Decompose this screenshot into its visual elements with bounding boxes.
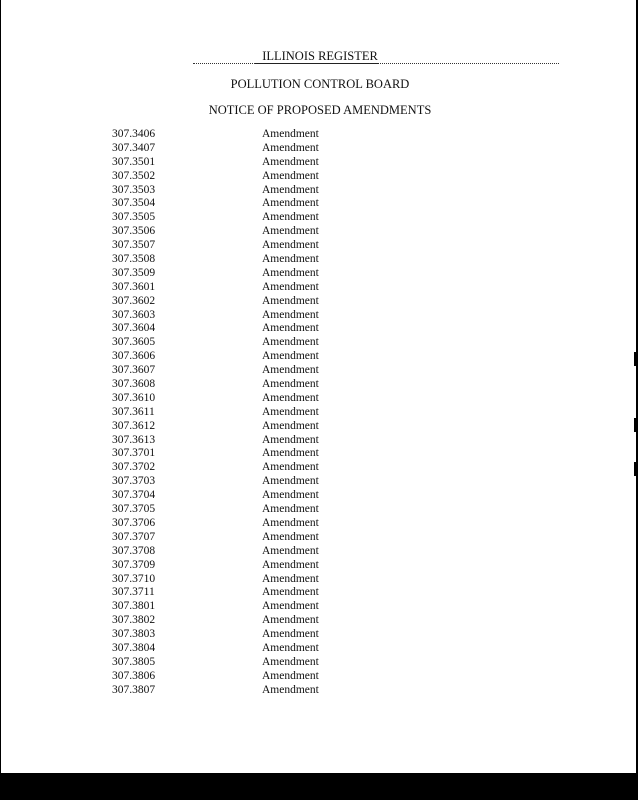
- section-row: [112, 586, 412, 600]
- proposed-action: Amendment: [262, 239, 319, 252]
- section-row: [112, 545, 412, 559]
- section-row: [112, 197, 412, 211]
- section-row: [112, 170, 412, 184]
- section-row: [112, 656, 412, 670]
- section-row: [112, 322, 412, 336]
- section-row: [112, 600, 412, 614]
- proposed-action: Amendment: [262, 280, 319, 293]
- section-row: [112, 281, 412, 295]
- section-row: [112, 461, 412, 475]
- proposed-action: Amendment: [262, 655, 319, 668]
- proposed-action: Amendment: [262, 197, 319, 210]
- proposed-action: Amendment: [262, 489, 319, 502]
- section-row: [112, 295, 412, 309]
- section-number: 307.3706: [112, 516, 156, 529]
- proposed-action: Amendment: [262, 391, 319, 404]
- section-number: 307.3709: [112, 558, 156, 571]
- header-rule-underline: [255, 63, 379, 64]
- section-number: 307.3506: [112, 225, 156, 238]
- proposed-action: Amendment: [262, 419, 319, 432]
- section-number: 307.3610: [112, 391, 156, 404]
- proposed-action: Amendment: [262, 364, 319, 377]
- section-row: [112, 503, 412, 517]
- section-number: 307.3711: [112, 586, 155, 599]
- section-row: [112, 517, 412, 531]
- section-row: [112, 225, 412, 239]
- section-number: 307.3608: [112, 378, 156, 391]
- proposed-action: Amendment: [262, 614, 319, 627]
- proposed-action: Amendment: [262, 128, 319, 140]
- scan-bottom-band: [0, 773, 638, 800]
- proposed-action: Amendment: [262, 641, 319, 654]
- section-row: [112, 184, 412, 198]
- section-number: 307.3502: [112, 169, 156, 182]
- section-number: 307.3508: [112, 253, 156, 266]
- proposed-action: Amendment: [262, 600, 319, 613]
- section-number: 307.3701: [112, 447, 156, 460]
- section-row: [112, 392, 412, 406]
- proposed-action: Amendment: [262, 253, 319, 266]
- section-row: [112, 142, 412, 156]
- section-row: [112, 642, 412, 656]
- section-number: 307.3604: [112, 322, 156, 335]
- section-row: [112, 573, 412, 587]
- section-row: [112, 447, 412, 461]
- section-row: [112, 128, 412, 142]
- section-row: [112, 406, 412, 420]
- section-number: 307.3804: [112, 641, 156, 654]
- scan-edge-mark: [634, 352, 636, 366]
- proposed-action: Amendment: [262, 322, 319, 335]
- board-title: POLLUTION CONTROL BOARD: [230, 77, 410, 91]
- section-row: [112, 211, 412, 225]
- section-number: 307.3603: [112, 308, 156, 321]
- section-number: 307.3807: [112, 683, 156, 696]
- section-row: [112, 670, 412, 684]
- proposed-action: Amendment: [262, 405, 319, 418]
- section-row: [112, 420, 412, 434]
- proposed-action: Amendment: [262, 558, 319, 571]
- section-row: [112, 434, 412, 448]
- proposed-action: Amendment: [262, 433, 319, 446]
- section-row: [112, 378, 412, 392]
- section-row: [112, 364, 412, 378]
- proposed-action: Amendment: [262, 628, 319, 641]
- proposed-action: Amendment: [262, 530, 319, 543]
- section-row: [112, 628, 412, 642]
- section-row: [112, 684, 412, 698]
- proposed-action: Amendment: [262, 225, 319, 238]
- proposed-action: Amendment: [262, 350, 319, 363]
- scan-edge-mark: [634, 418, 636, 432]
- section-number: 307.3806: [112, 669, 156, 682]
- proposed-action: Amendment: [262, 516, 319, 529]
- section-row: [112, 350, 412, 364]
- proposed-action: Amendment: [262, 294, 319, 307]
- section-row: [112, 309, 412, 323]
- section-number: 307.3503: [112, 183, 156, 196]
- section-number: 307.3705: [112, 503, 156, 516]
- section-number: 307.3602: [112, 294, 156, 307]
- proposed-action: Amendment: [262, 378, 319, 391]
- section-row: [112, 156, 412, 170]
- section-row: [112, 531, 412, 545]
- notice-title: NOTICE OF PROPOSED AMENDMENTS: [208, 103, 432, 117]
- section-list: [112, 128, 412, 698]
- section-number: 307.3704: [112, 489, 156, 502]
- proposed-action: Amendment: [262, 308, 319, 321]
- section-row: [112, 559, 412, 573]
- section-number: 307.3710: [112, 572, 156, 585]
- proposed-action: Amendment: [262, 447, 319, 460]
- proposed-action: Amendment: [262, 169, 319, 182]
- section-number: 307.3803: [112, 628, 156, 641]
- section-number: 307.3507: [112, 239, 156, 252]
- proposed-action: Amendment: [262, 211, 319, 224]
- section-number: 307.3702: [112, 461, 156, 474]
- proposed-action: Amendment: [262, 266, 319, 279]
- section-number: 307.3802: [112, 614, 156, 627]
- proposed-action: Amendment: [262, 475, 319, 488]
- proposed-action: Amendment: [262, 586, 319, 599]
- section-number: 307.3611: [112, 405, 155, 418]
- section-number: 307.3407: [112, 141, 156, 154]
- section-row: [112, 336, 412, 350]
- section-number: 307.3613: [112, 433, 156, 446]
- section-number: 307.3707: [112, 530, 156, 543]
- section-number: 307.3708: [112, 544, 156, 557]
- section-number: 307.3509: [112, 266, 156, 279]
- section-number: 307.3501: [112, 155, 156, 168]
- proposed-action: Amendment: [262, 141, 319, 154]
- section-number: 307.3606: [112, 350, 156, 363]
- section-number: 307.3505: [112, 211, 156, 224]
- section-number: 307.3612: [112, 419, 156, 432]
- proposed-action: Amendment: [262, 503, 319, 516]
- proposed-action: Amendment: [262, 461, 319, 474]
- register-title: ILLINOIS REGISTER: [262, 49, 378, 63]
- section-number: 307.3801: [112, 600, 156, 613]
- proposed-action: Amendment: [262, 183, 319, 196]
- section-row: [112, 239, 412, 253]
- section-number: 307.3703: [112, 475, 156, 488]
- section-number: 307.3607: [112, 364, 156, 377]
- section-number: 307.3406: [112, 128, 156, 140]
- proposed-action: Amendment: [262, 336, 319, 349]
- section-number: 307.3504: [112, 197, 156, 210]
- section-number: 307.3601: [112, 280, 156, 293]
- proposed-action: Amendment: [262, 683, 319, 696]
- scan-edge-mark: [634, 462, 636, 476]
- section-row: [112, 267, 412, 281]
- section-number: 307.3805: [112, 655, 156, 668]
- section-number: 307.3605: [112, 336, 156, 349]
- section-row: [112, 475, 412, 489]
- proposed-action: Amendment: [262, 669, 319, 682]
- proposed-action: Amendment: [262, 155, 319, 168]
- proposed-action: Amendment: [262, 544, 319, 557]
- section-row: [112, 489, 412, 503]
- section-row: [112, 253, 412, 267]
- section-row: [112, 614, 412, 628]
- proposed-action: Amendment: [262, 572, 319, 585]
